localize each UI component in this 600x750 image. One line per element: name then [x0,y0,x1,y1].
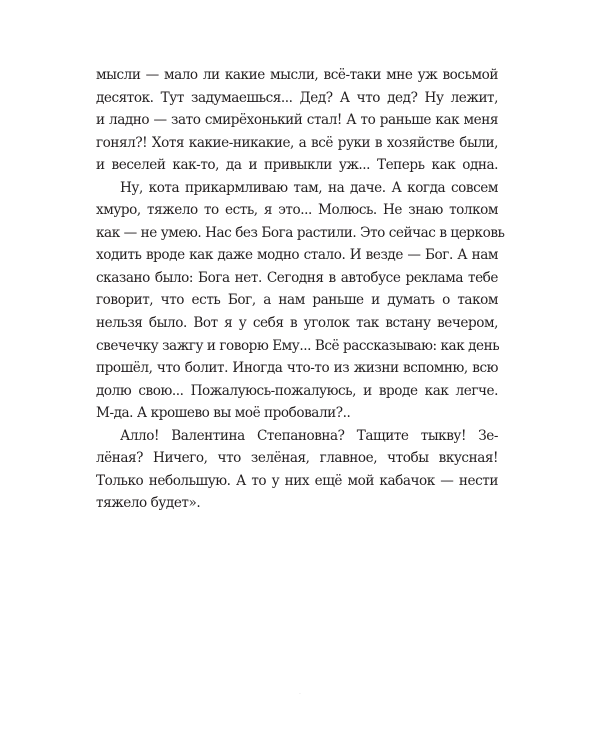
page-footer-mark: · [299,691,301,698]
text-line: нельзя было. Вот я у себя в уголок так встану вечером, [96,315,498,332]
text-line: говорит, что есть Бог, а нам раньше и думать о таком [96,292,498,309]
paragraph-2 [96,425,498,515]
text-line: Ну, кота прикармливаю там, на даче. А когда совсем [120,179,498,196]
text-line: долю свою... Пожалуюсь-пожалуюсь, и вроде как легче. [96,382,498,399]
text-line: Алло! Валентина Степановна? Тащите тыкву! Зе- [120,427,498,444]
text-line: и ладно — зато смирёхонький стал! А то раньше как меня [96,112,498,129]
paragraph-1 [96,64,505,425]
text-line: ходить вроде как даже модно стало. И везде — Бог. А нам [96,247,498,264]
text-line: хмуро, тяжело то есть, я это... Молюсь. Не знаю толком [96,202,498,219]
text-line: тяжело будет». [96,495,201,512]
text-line: гонял?! Хотя какие-никакие, а всё руки в хозяйстве были, [96,134,498,151]
text-line: как — не умею. Нас без Бога растили. Это сейчас в церковь [96,224,505,241]
text-line: десяток. Тут задумаешься... Дед? А что дед? Ну лежит, [96,89,498,106]
text-line: лёная? Ничего, что зелёная, главное, чтобы вкусная! [96,450,498,467]
text-line: сказано было: Бога нет. Сегодня в автобусе реклама тебе [96,269,498,286]
body-text [96,64,505,515]
text-line: свечечку зажгу и говорю Ему... Всё рассказываю: как день [96,337,500,354]
text-line: мысли — мало ли какие мысли, всё-таки мне уж восьмой [96,67,498,83]
text-line: прошёл, что болит. Иногда что-то из жизни вспомню, всю [96,360,498,377]
text-line: М-да. А крошево вы моё пробовали?.. [96,405,351,422]
text-line: и веселей как-то, да и привыкли уж... Теперь как одна. [96,157,498,174]
text-line: Только небольшую. А то у них ещё мой кабачок — нести [96,472,498,489]
